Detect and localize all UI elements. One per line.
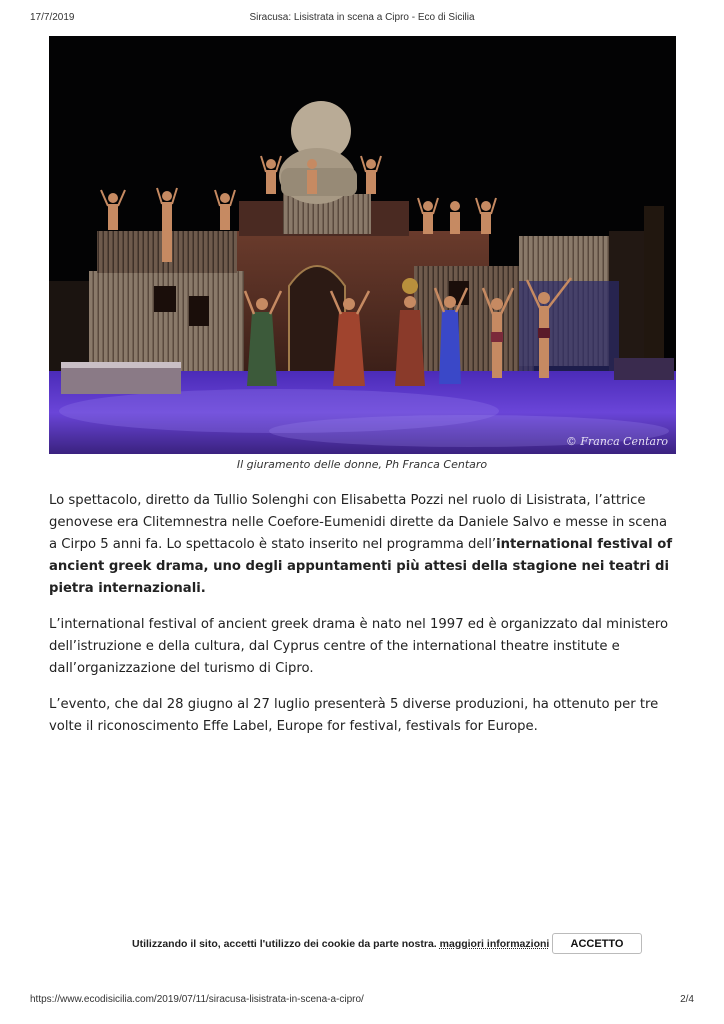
stage-illustration — [49, 36, 676, 454]
article-paragraph-3: L’evento, che dal 28 giugno al 27 luglio presenterà 5 diverse produzioni, ha ottenuto per tre volte il riconoscimento Effe Label, Europe for festival, festivals for Europe. — [49, 697, 659, 734]
print-date: 17/7/2019 — [30, 12, 75, 23]
photo-watermark: © Franca Centaro — [565, 435, 668, 448]
print-page-number: 2/4 — [680, 994, 694, 1005]
cookie-accept-button[interactable]: ACCETTO — [552, 933, 642, 954]
article-paragraph-2: L’international festival of ancient greek drama è nato nel 1997 ed è organizzato dal ministero dell’istruzione e della cultura, dal Cyprus centre of the international theatre institute e dall’organizzazione del turismo di Cipro. — [49, 617, 669, 676]
article-photo — [49, 36, 676, 454]
print-page-title: Siracusa: Lisistrata in scena a Cipro - Eco di Sicilia — [249, 12, 475, 23]
photo-caption: Il giuramento delle donne, Ph Franca Centaro — [236, 458, 488, 471]
cookie-consent-bar — [0, 932, 724, 958]
print-url: https://www.ecodisicilia.com/2019/07/11/siracusa-lisistrata-in-scena-a-cipro/ — [30, 994, 364, 1005]
paragraph-1-text: Lo spettacolo, diretto da Tullio Solenghi con Elisabetta Pozzi nel ruolo di Lisistrata, l’attrice genovese era Clitemnestra nelle Coefore-Eumenidi dirette da Daniele Salvo e messe in scena a Cirpo 5 anni fa. Lo spettacolo è stato inserito nel programma dell’ — [49, 493, 668, 552]
article-body — [49, 490, 679, 752]
cookie-message-text: Utilizzando il sito, accetti l'utilizzo dei cookie da parte nostra. — [132, 938, 437, 950]
article-paragraph-1 — [49, 490, 679, 600]
paragraph-1-bold-text: international festival of ancient greek drama, uno degli appuntamenti più attesi della stagione nei teatri di pietra internazionali. — [49, 537, 673, 596]
cookie-more-info-link[interactable]: maggiori informazioni — [439, 938, 550, 950]
cookie-message — [132, 938, 549, 950]
